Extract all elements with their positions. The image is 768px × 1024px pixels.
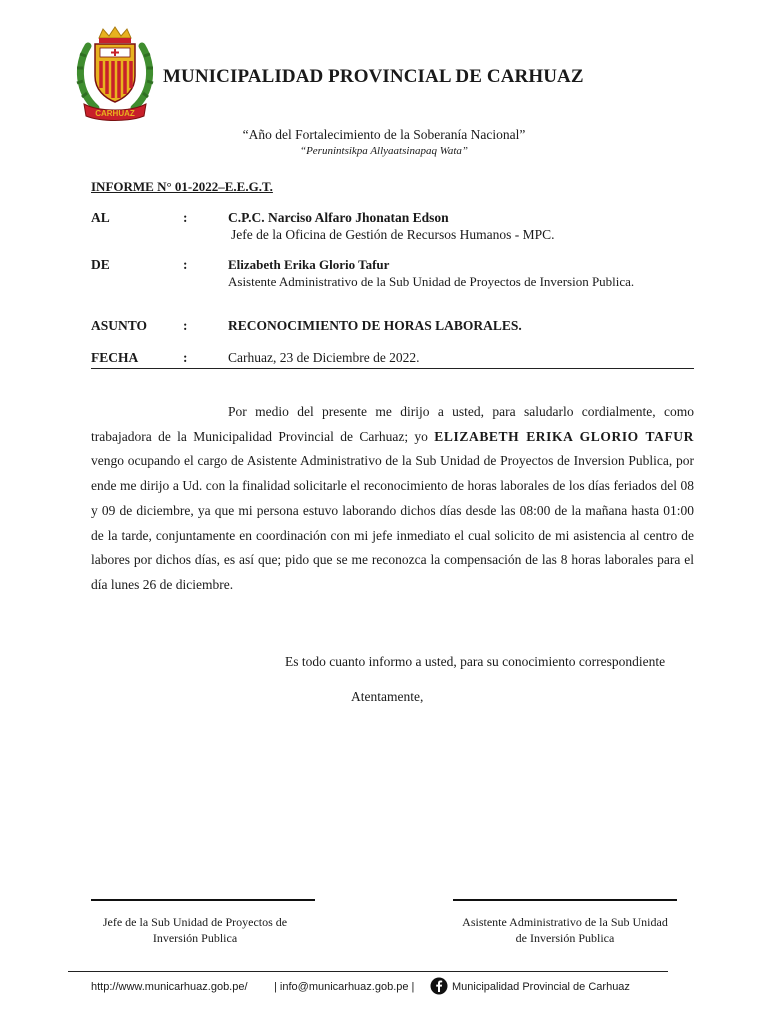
footer-email-link[interactable]: | info@municarhuaz.gob.pe | (274, 981, 415, 993)
header-divider (91, 368, 694, 369)
body-text-part2: vengo ocupando el cargo de Asistente Administrativo de la Sub Unidad de Proyectos de Inversion Publica, por ende me dirijo a Ud. con la finalidad solicitarle el reconocimiento de horas laborales de los días feriados del 08 y 09 de diciembre, ya que mi persona estuvo laborando dichos días desde las 08:00 de la mañana hasta 01:00 de la tarde, conjuntamente en coordinación con mi jefe inmediato el cual solicito de mi asistencia al centro de labores por dichos días, es así que; pido que se me reconozca la compensación de las 8 horas laborales para el día lunes 26 de diciembre. (91, 453, 694, 592)
year-motto-quechua: “Perunintsikpa Allyaatsinapaq Wata” (299, 145, 469, 157)
subject-colon: : (183, 318, 188, 333)
signature-line-left (91, 899, 315, 901)
municipal-coat-of-arms-logo (74, 26, 156, 122)
to-label: AL (91, 210, 110, 225)
footer-divider (68, 971, 668, 972)
subject-value: RECONOCIMIENTO DE HORAS LABORALES. (228, 318, 522, 333)
logo-ribbon-text: CARHUAZ (95, 109, 135, 118)
institution-title: MUNICIPALIDAD PROVINCIAL DE CARHUAZ (163, 66, 584, 87)
recipient-role: Jefe de la Oficina de Gestión de Recursos Humanos - MPC. (231, 227, 555, 242)
signature-line-right (453, 899, 677, 901)
from-label: DE (91, 257, 110, 272)
body-highlight-name: ELIZABETH ERIKA GLORIO TAFUR (434, 428, 694, 444)
body-paragraph (91, 400, 694, 598)
signature-right-line2: de Inversión Publica (515, 931, 615, 945)
to-colon: : (183, 210, 188, 225)
body-text-part1: Por medio del presente me dirijo a usted, para saludarlo cordialmente, como trabajadora de la Municipalidad Provincial de Carhuaz; yo (91, 404, 694, 444)
date-label: FECHA (91, 350, 139, 365)
report-number: INFORME N° 01-2022–E.E.G.T. (91, 179, 273, 194)
footer-website-link[interactable]: http://www.municarhuaz.gob.pe/ (91, 981, 248, 993)
signature-left-line2: Inversión Publica (152, 931, 238, 945)
signature-caption-right (435, 914, 695, 946)
from-colon: : (183, 257, 188, 272)
recipient-name: C.P.C. Narciso Alfaro Jhonatan Edson (228, 210, 449, 225)
footer-facebook-page[interactable]: Municipalidad Provincial de Carhuaz (452, 981, 630, 993)
signature-left-line1: Jefe de la Sub Unidad de Proyectos de (102, 915, 288, 929)
year-motto: “Año del Fortalecimiento de la Soberanía Nacional” (242, 127, 526, 142)
closing-statement: Es todo cuanto informo a usted, para su conocimiento correspondiente (285, 654, 666, 669)
date-value: Carhuaz, 23 de Diciembre de 2022. (228, 350, 420, 365)
facebook-icon[interactable] (430, 977, 448, 995)
sender-role: Asistente Administrativo de la Sub Unidad de Proyectos de Inversion Publica. (228, 274, 635, 289)
signature-caption-left (75, 914, 315, 946)
regards: Atentamente, (351, 689, 424, 704)
sender-name: Elizabeth Erika Glorio Tafur (228, 257, 390, 272)
date-colon: : (183, 350, 188, 365)
signature-right-line1: Asistente Administrativo de la Sub Unidad (462, 915, 668, 929)
subject-label: ASUNTO (91, 318, 148, 333)
